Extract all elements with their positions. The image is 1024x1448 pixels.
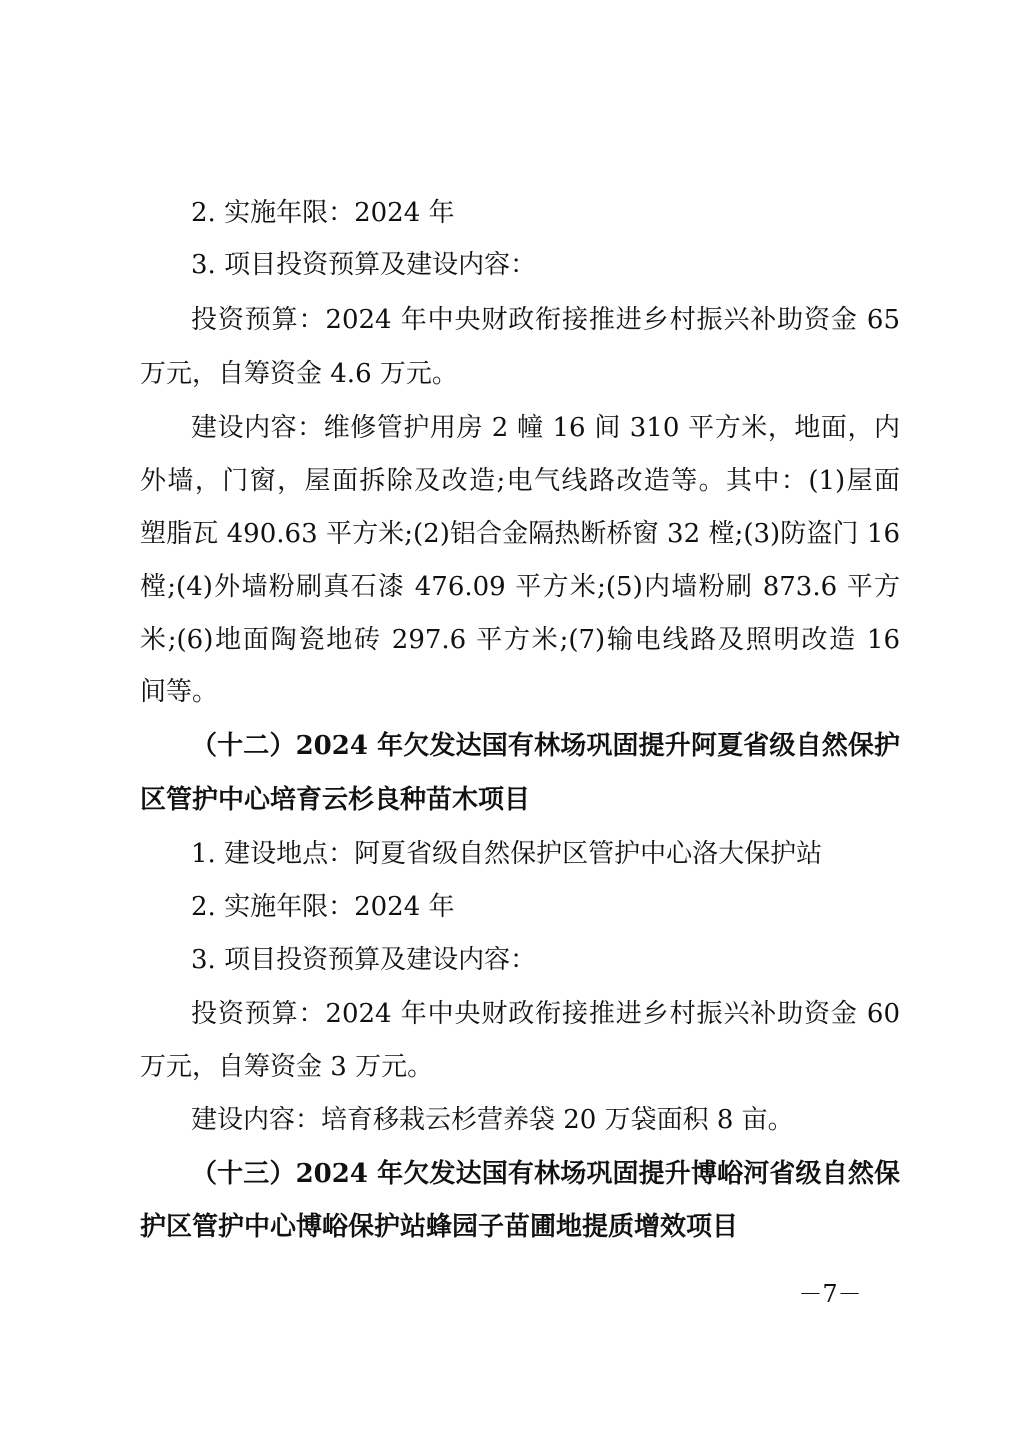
construction-content-line: 建设内容：维修管护用房 2 幢 16 间 310 平方米，地面，内 <box>191 413 900 443</box>
implementation-period-line: 2. 实施年限：2024 年 <box>191 892 455 922</box>
implementation-period-line: 2. 实施年限：2024 年 <box>191 198 455 228</box>
construction-content-line: 外墙，门窗，屋面拆除及改造;电气线路改造等。其中：(1)屋面 <box>140 466 900 496</box>
project-heading: （十二）2024 年欠发达国有林场巩固提升阿夏省级自然保护 <box>191 731 900 761</box>
investment-budget-line: 万元，自筹资金 3 万元。 <box>140 1052 434 1082</box>
investment-budget-line: 投资预算：2024 年中央财政衔接推进乡村振兴补助资金 65 <box>191 305 900 335</box>
budget-content-subheading: 3. 项目投资预算及建设内容： <box>191 945 537 975</box>
construction-site-line: 1. 建设地点：阿夏省级自然保护区管护中心洛大保护站 <box>191 839 823 869</box>
construction-content-line: 间等。 <box>140 677 219 707</box>
page-number: －7－ <box>798 1280 862 1308</box>
construction-content-line: 塑脂瓦 490.63 平方米;(2)铝合金隔热断桥窗 32 樘;(3)防盗门 16 <box>140 519 900 549</box>
investment-budget-line: 万元，自筹资金 4.6 万元。 <box>140 359 458 389</box>
construction-content-line: 建设内容：培育移栽云杉营养袋 20 万袋面积 8 亩。 <box>191 1105 794 1135</box>
project-heading: （十三）2024 年欠发达国有林场巩固提升博峪河省级自然保 <box>191 1159 900 1189</box>
investment-budget-line: 投资预算：2024 年中央财政衔接推进乡村振兴补助资金 60 <box>191 999 900 1029</box>
construction-content-line: 樘;(4)外墙粉刷真石漆 476.09 平方米;(5)内墙粉刷 873.6 平方 <box>140 572 900 602</box>
project-heading: 区管护中心培育云杉良种苗木项目 <box>140 785 531 815</box>
project-heading: 护区管护中心博峪保护站蜂园子苗圃地提质增效项目 <box>140 1212 739 1242</box>
budget-content-subheading: 3. 项目投资预算及建设内容： <box>191 250 537 280</box>
construction-content-line: 米;(6)地面陶瓷地砖 297.6 平方米;(7)输电线路及照明改造 16 <box>140 625 900 655</box>
